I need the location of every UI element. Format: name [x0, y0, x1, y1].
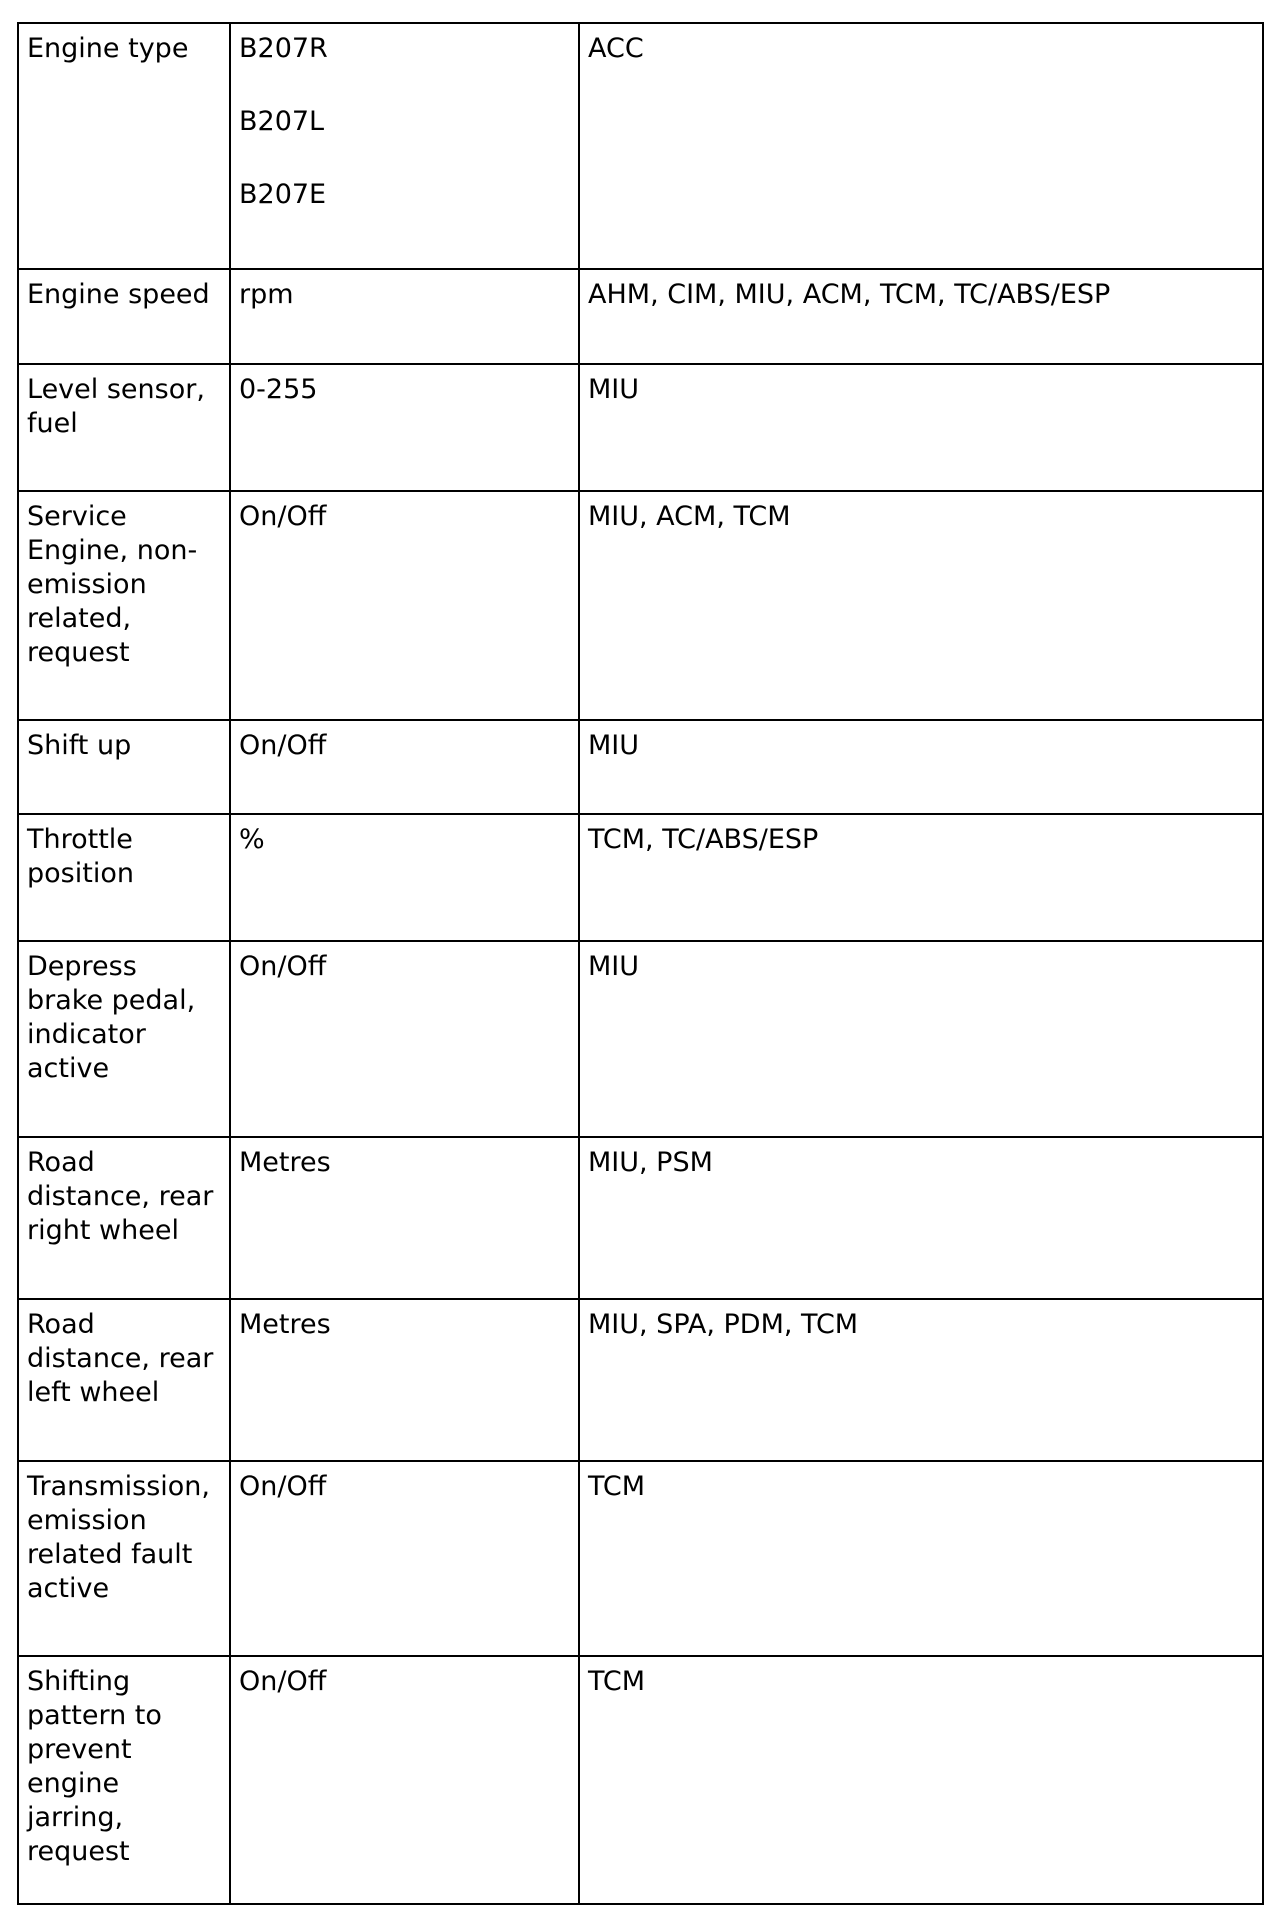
signal-name-cell: Throttle position [18, 814, 230, 941]
signal-name-cell: Road distance, rear right wheel [18, 1137, 230, 1299]
signal-name-cell: Engine speed [18, 269, 230, 364]
table-row [18, 1299, 1263, 1461]
signal-name-cell: Level sensor, fuel [18, 364, 230, 491]
receivers-cell: MIU, ACM, TCM [579, 491, 1263, 720]
table-row [18, 720, 1263, 814]
signal-name-cell: Service Engine, non-emission related, request [18, 491, 230, 720]
signal-name-cell: Engine type [18, 23, 230, 269]
signal-value-cell: On/Off [230, 491, 579, 720]
table-row [18, 814, 1263, 941]
table-row [18, 364, 1263, 491]
value-line: B207R [239, 33, 328, 64]
receivers-cell: AHM, CIM, MIU, ACM, TCM, TC/ABS/ESP [579, 269, 1263, 364]
table-row [18, 1137, 1263, 1299]
value-line: B207E [239, 179, 327, 210]
receivers-cell: TCM [579, 1656, 1263, 1904]
signal-value-cell: On/Off [230, 1461, 579, 1656]
receivers-cell: MIU [579, 941, 1263, 1137]
signal-name-cell: Depress brake pedal, indicator active [18, 941, 230, 1137]
table-row [18, 1656, 1263, 1904]
table-row [18, 23, 1263, 269]
signal-value-cell: 0-255 [230, 364, 579, 491]
receivers-cell: MIU, PSM [579, 1137, 1263, 1299]
table-row [18, 269, 1263, 364]
signal-value-cell: On/Off [230, 1656, 579, 1904]
signal-value-cell: Metres [230, 1299, 579, 1461]
signal-table [17, 22, 1264, 1905]
signal-name-cell: Transmission, emission related fault active [18, 1461, 230, 1656]
signal-name-cell: Shift up [18, 720, 230, 814]
signal-value-cell: rpm [230, 269, 579, 364]
signal-value-cell: On/Off [230, 941, 579, 1137]
signal-value-cell [230, 23, 579, 269]
table-row [18, 1461, 1263, 1656]
signal-value-cell: Metres [230, 1137, 579, 1299]
table-row [18, 491, 1263, 720]
receivers-cell: ACC [579, 23, 1263, 269]
signal-value-cell: % [230, 814, 579, 941]
signal-name-cell: Road distance, rear left wheel [18, 1299, 230, 1461]
signal-name-cell: Shifting pattern to prevent engine jarring, request [18, 1656, 230, 1904]
receivers-cell: TCM [579, 1461, 1263, 1656]
receivers-cell: MIU, SPA, PDM, TCM [579, 1299, 1263, 1461]
table-row [18, 941, 1263, 1137]
signal-value-cell: On/Off [230, 720, 579, 814]
receivers-cell: MIU [579, 720, 1263, 814]
receivers-cell: MIU [579, 364, 1263, 491]
value-line: B207L [239, 106, 325, 137]
receivers-cell: TCM, TC/ABS/ESP [579, 814, 1263, 941]
